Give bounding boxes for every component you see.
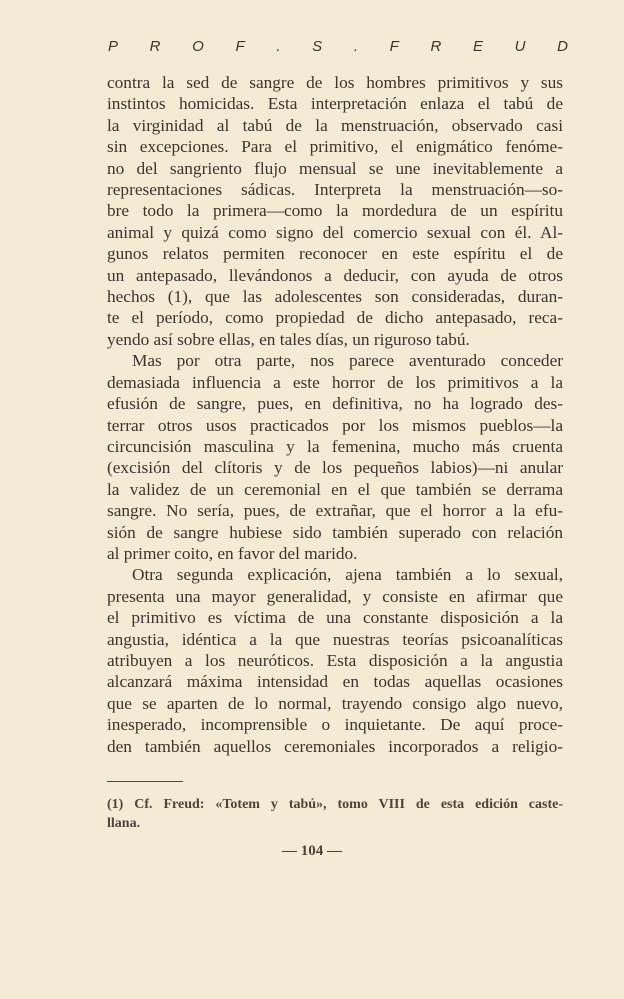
text-line: que se aparten de lo normal, trayendo consigo algo nuevo, (107, 693, 563, 713)
paragraph (107, 350, 563, 564)
text-line: angustia, idéntica a la que nuestras teorías psicoanalíticas (107, 629, 563, 649)
text-line: circuncisión masculina y la femenina, mucho más cruenta (107, 436, 563, 456)
running-header (108, 38, 568, 55)
text-line: un antepasado, llevándonos a deducir, con ayuda de otros (107, 265, 563, 285)
header-letter: R (430, 38, 442, 55)
text-line: sin excepciones. Para el primitivo, el enigmático fenóme- (107, 137, 563, 157)
text-line: la validez de un ceremonial en el que también se derrama (107, 479, 563, 499)
text-line: animal y quizá como signo del comercio sexual con él. Al- (107, 222, 563, 242)
footnote-divider (107, 781, 183, 782)
header-letter: . (276, 38, 281, 55)
text-line: te el período, como propiedad de dicho antepasado, reca- (107, 308, 563, 328)
text-line: sión de sangre hubiese sido también superado con relación (107, 522, 563, 542)
paragraph (107, 72, 563, 350)
text-line: inesperado, incomprensible o inquietante. De aquí proce- (107, 715, 563, 735)
text-line: instintos homicidas. Esta interpretación enlaza el tabú de (107, 94, 563, 114)
text-line: el primitivo es víctima de una constante disposición a la (107, 608, 563, 628)
page-number: — 104 — (282, 843, 342, 859)
text-line: no del sangriento flujo mensual se une inevitablemente a (107, 158, 563, 178)
header-letter: F (235, 38, 245, 55)
header-letter: F (389, 38, 399, 55)
header-letter: O (192, 38, 204, 55)
text-line: terrar otros usos practicados por los mismos pueblos—la (107, 415, 563, 435)
text-line: efusión de sangre, pues, en definitiva, no ha logrado des- (107, 394, 563, 414)
header-letter: U (514, 38, 526, 55)
text-line: atribuyen a los neuróticos. Esta disposición a la angustia (107, 650, 563, 670)
text-line: gunos relatos permiten reconocer en este espíritu el de (107, 244, 563, 264)
body-text (107, 72, 563, 757)
text-line: yendo así sobre ellas, en tales días, un riguroso tabú. (107, 329, 470, 349)
text-line: la virginidad al tabú de la menstruación, observado casi (107, 115, 563, 135)
header-letter: E (472, 38, 483, 55)
header-letter: . (353, 38, 358, 55)
footnote-line: llana. (107, 816, 141, 831)
header-letter: R (149, 38, 161, 55)
text-line: hechos (1), que las adolescentes son consideradas, duran- (107, 287, 563, 307)
text-line: representaciones sádicas. Interpreta la menstruación—so- (107, 180, 563, 200)
text-line: al primer coito, en favor del marido. (107, 543, 358, 563)
footnote (107, 795, 563, 833)
text-line: Mas por otra parte, nos parece aventurado conceder (132, 351, 563, 371)
text-line: Otra segunda explicación, ajena también a lo sexual, (132, 565, 563, 585)
header-letter: D (557, 38, 568, 55)
text-line: (excisión del clítoris y de los pequeños labios)—ni anular (107, 458, 563, 478)
text-line: den también aquellos ceremoniales incorporados a religio- (107, 736, 563, 756)
footnote-line: (1) Cf. Freud: «Totem y tabú», tomo VIII de esta edición caste- (107, 797, 563, 812)
text-line: demasiada influencia a este horror de los primitivos a la (107, 372, 563, 392)
text-line: presenta una mayor generalidad, y consiste en afirmar que (107, 586, 563, 606)
text-line: contra la sed de sangre de los hombres primitivos y sus (107, 73, 563, 92)
header-letter: P (108, 38, 119, 55)
header-letter: S (312, 38, 323, 55)
paragraph (107, 564, 563, 757)
text-line: alcanzará máxima intensidad en todas aquellas ocasiones (107, 672, 563, 692)
text-line: bre todo la primera—como la mordedura de un espíritu (107, 201, 563, 221)
text-line: sangre. No sería, pues, de extrañar, que el horror a la efu- (107, 501, 563, 521)
